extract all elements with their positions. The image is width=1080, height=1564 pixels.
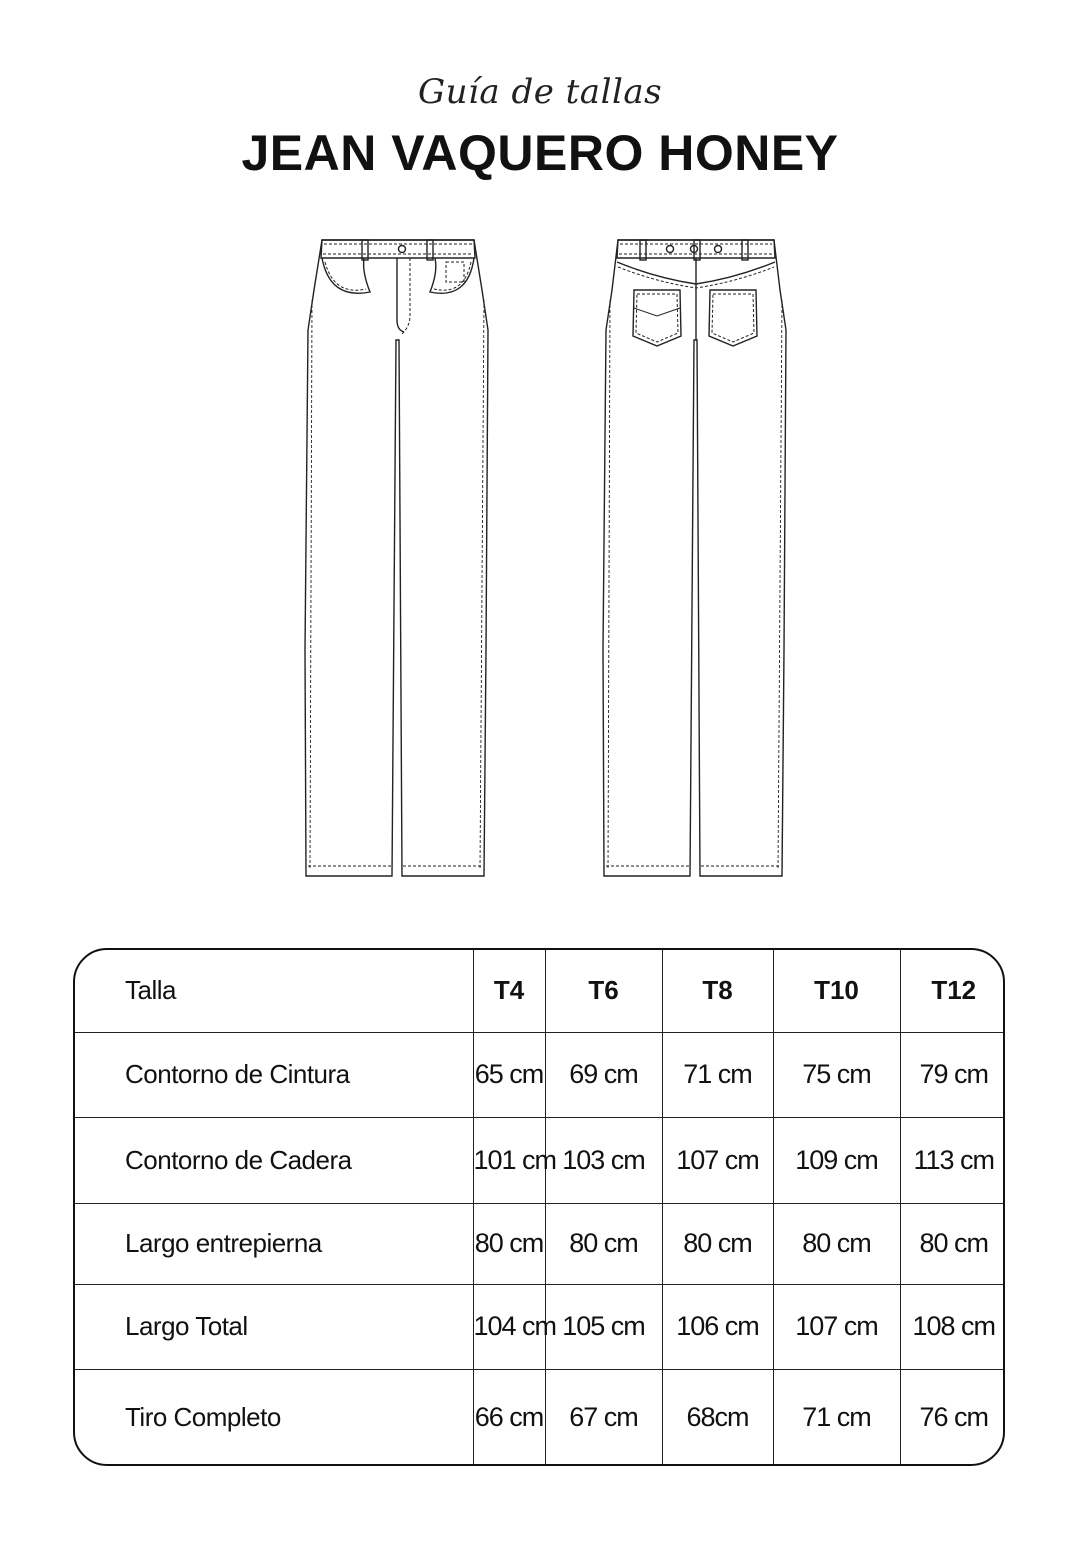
size-column-t10: T10 (773, 950, 900, 1032)
table-row (75, 1284, 1005, 1369)
measure-cell: 65 cm (473, 1032, 545, 1117)
size-column-t6: T6 (545, 950, 662, 1032)
measure-cell: 69 cm (545, 1032, 662, 1117)
size-column-t12: T12 (900, 950, 1005, 1032)
row-label: Largo entrepierna (75, 1203, 473, 1284)
measure-cell: 71 cm (773, 1369, 900, 1466)
row-label: Tiro Completo (75, 1369, 473, 1466)
measure-cell: 75 cm (773, 1032, 900, 1117)
jeans-back-icon (603, 240, 786, 876)
row-label: Contorno de Cintura (75, 1032, 473, 1117)
measure-cell: 79 cm (900, 1032, 1005, 1117)
measure-cell: 107 cm (662, 1117, 773, 1203)
row-label: Contorno de Cadera (75, 1117, 473, 1203)
size-header-label: Talla (75, 950, 473, 1032)
measure-cell: 101 cm (473, 1117, 545, 1203)
size-guide-subtitle: Guía de tallas (417, 72, 663, 112)
jeans-technical-drawing (0, 225, 1080, 895)
measure-cell: 109 cm (773, 1117, 900, 1203)
measure-cell: 80 cm (900, 1203, 1005, 1284)
row-label: Largo Total (75, 1284, 473, 1369)
product-title: JEAN VAQUERO HONEY (241, 125, 839, 181)
measure-cell: 80 cm (773, 1203, 900, 1284)
size-chart-table (73, 948, 1005, 1466)
measure-cell: 108 cm (900, 1284, 1005, 1369)
measure-cell: 105 cm (545, 1284, 662, 1369)
measure-cell: 67 cm (545, 1369, 662, 1466)
measure-cell: 66 cm (473, 1369, 545, 1466)
measure-cell: 103 cm (545, 1117, 662, 1203)
size-column-t4: T4 (473, 950, 545, 1032)
measure-cell: 80 cm (473, 1203, 545, 1284)
measure-cell: 104 cm (473, 1284, 545, 1369)
measure-cell: 71 cm (662, 1032, 773, 1117)
measure-cell: 106 cm (662, 1284, 773, 1369)
measure-cell: 80 cm (662, 1203, 773, 1284)
table-row (75, 1369, 1005, 1466)
table-row (75, 1203, 1005, 1284)
measure-cell: 68cm (662, 1369, 773, 1466)
table-row (75, 1117, 1005, 1203)
table-row (75, 1032, 1005, 1117)
measure-cell: 107 cm (773, 1284, 900, 1369)
size-column-t8: T8 (662, 950, 773, 1032)
size-header-row (75, 950, 1005, 1032)
measure-cell: 76 cm (919, 1402, 989, 1433)
measure-cell: 80 cm (545, 1203, 662, 1284)
measure-cell: 113 cm (900, 1117, 1005, 1203)
jeans-front-icon (305, 240, 488, 876)
